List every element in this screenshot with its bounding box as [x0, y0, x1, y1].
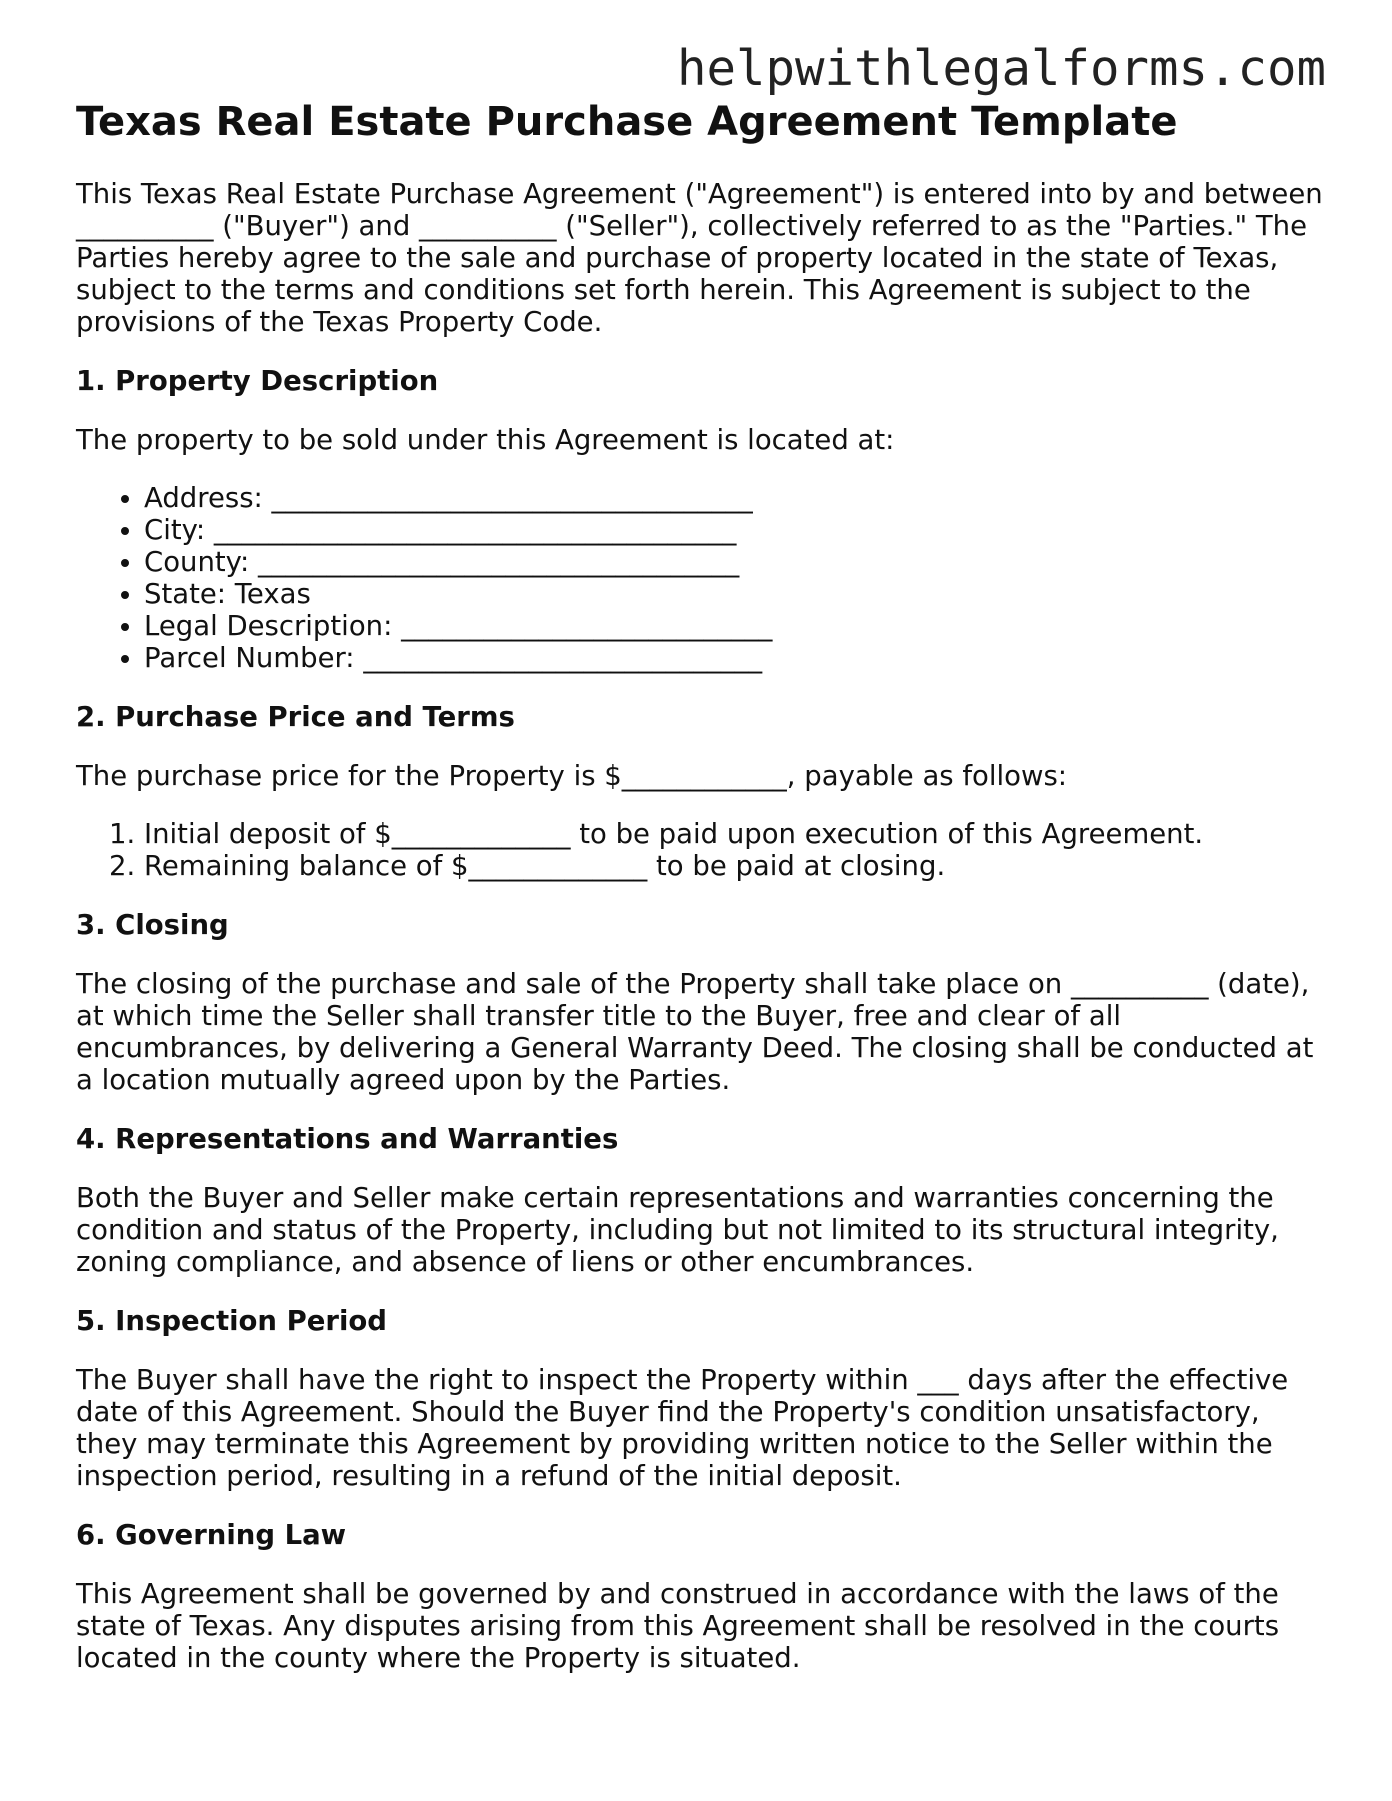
list-item-county: • County: ___________________________________: [144, 546, 1326, 578]
section-heading-governing-law: 6. Governing Law: [76, 1519, 347, 1551]
section-text-property-description: The property to be sold under this Agreement is located at:: [76, 424, 895, 456]
section-heading-property-description: 1. Property Description: [76, 365, 439, 397]
list-item-initial-deposit: 1. Initial deposit of $_____________ to be paid upon execution of this Agreement.: [144, 818, 1326, 850]
property-details-list: [76, 482, 1326, 674]
document-page: [76, 40, 1326, 1674]
section-text-purchase-price: The purchase price for the Property is $____________, payable as follows:: [76, 760, 1068, 792]
section-heading-inspection-period: 5. Inspection Period: [76, 1305, 387, 1337]
list-item-legal-description: • Legal Description: ___________________________: [144, 610, 1326, 642]
list-item-remaining-balance: 2. Remaining balance of $_____________ to be paid at closing.: [144, 850, 1326, 882]
document-title: Texas Real Estate Purchase Agreement Template: [76, 99, 1178, 145]
section-heading-purchase-price: 2. Purchase Price and Terms: [76, 701, 515, 733]
section-heading-representations: 4. Representations and Warranties: [76, 1123, 619, 1155]
list-item-address: • Address: ___________________________________: [144, 482, 1326, 514]
section-text-representations: Both the Buyer and Seller make certain representations and warranties concerning the condition and status of the Property, including but not limited to its structural integrity, zoning compliance, and absence of liens or other encumbrances.: [76, 1182, 1279, 1278]
section-heading-closing: 3. Closing: [76, 909, 229, 941]
list-item-city: • City: ______________________________________: [144, 514, 1326, 546]
section-text-governing-law: This Agreement shall be governed by and construed in accordance with the laws of the state of Texas. Any disputes arising from this Agreement shall be resolved in the courts located in the county where the Property is situated.: [76, 1578, 1280, 1674]
section-text-inspection-period: The Buyer shall have the right to inspect the Property within ___ days after the effective date of this Agreement. Should the Buyer find the Property's condition unsatisfactory, they may terminate this Agreement by providing written notice to the Seller within the inspection period, resulting in a refund of the initial deposit.: [76, 1364, 1289, 1492]
site-watermark: helpwithlegalforms.com: [676, 40, 1326, 97]
section-text-closing: The closing of the purchase and sale of the Property shall take place on __________ (date), at which time the Seller shall transfer title to the Buyer, free and clear of all encumbrances, by delivering a General Warranty Deed. The closing shall be conducted at a location mutually agreed upon by the Parties.: [76, 968, 1314, 1096]
intro-paragraph: This Texas Real Estate Purchase Agreement ("Agreement") is entered into by and between __________ ("Buyer") and __________ ("Seller"), collectively referred to as the "Parties." The Parties hereby agree to the sale and purchase of property located in the state of Texas, subject to the terms and conditions set forth herein. This Agreement is subject to the provisions of the Texas Property Code.: [76, 178, 1323, 338]
payment-terms-list: [76, 818, 1326, 882]
list-item-state: • State: Texas: [144, 578, 1326, 610]
list-item-parcel-number: • Parcel Number: _____________________________: [144, 642, 1326, 674]
